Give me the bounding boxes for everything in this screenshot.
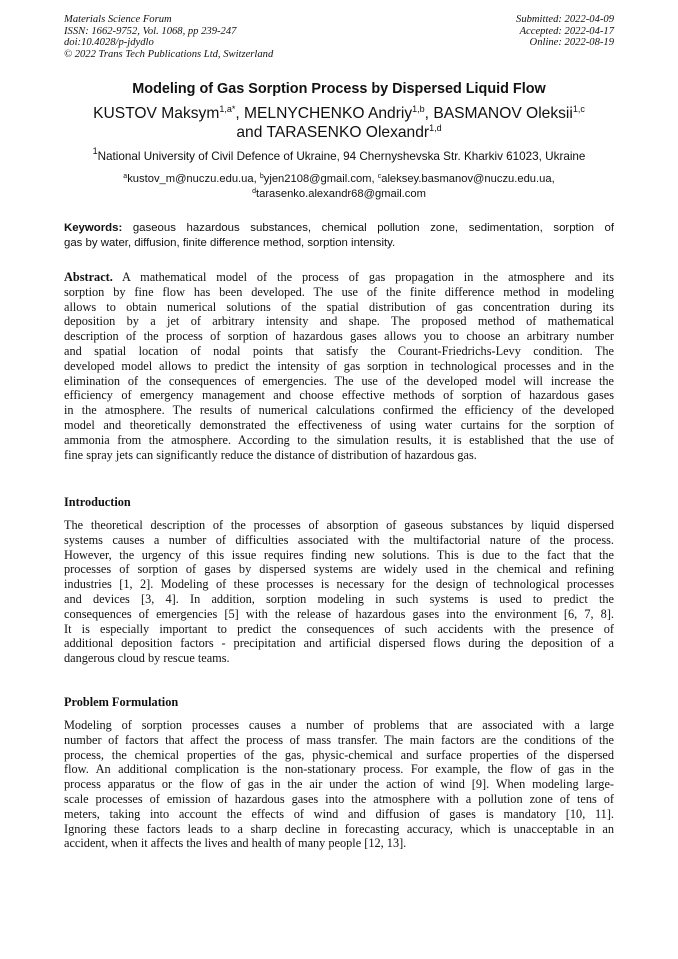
problem-line: number of factors that affect the process of mass transfer. The main factors are the conditions of the bbox=[64, 732, 614, 747]
abstract-line: developed model allows to predict the intensity of gas sorption in technological processes and in the bbox=[64, 358, 614, 373]
author-list bbox=[50, 104, 628, 142]
email-sup: b bbox=[259, 173, 264, 180]
email-sup: c bbox=[377, 173, 382, 180]
email-line-2 bbox=[40, 187, 638, 202]
publication-dates bbox=[516, 14, 614, 49]
email-link[interactable]: aleksey.basmanov@nuczu.edu.ua bbox=[381, 173, 552, 185]
keywords-text: gaseous hazardous substances, chemical pollution zone, sedimentation, sorption of bbox=[122, 222, 614, 234]
journal-copyright: © 2022 Trans Tech Publications Ltd, Switzerland bbox=[64, 48, 274, 60]
problem-line: flow. An additional complication is the non-stationary process. For example, the flow of gas in the bbox=[64, 762, 614, 777]
abstract-line: ammonia from the atmosphere. According to the simulation results, it is established that the use of bbox=[64, 432, 614, 447]
intro-line: and devices [3, 4]. In addition, sorption modeling in such systems is used to predict the bbox=[64, 591, 614, 606]
keywords-block bbox=[64, 221, 614, 250]
intro-line: additional deposition factors - precipitation and artificial dispersed flows during the deposition of a bbox=[64, 636, 614, 651]
author-separator: , bbox=[235, 105, 245, 122]
keywords-label: Keywords: bbox=[64, 222, 123, 234]
journal-info bbox=[64, 14, 273, 60]
author-separator: , bbox=[424, 105, 434, 122]
intro-line: It is especially important to predict the consequences of such accidents with the presence of bbox=[64, 621, 614, 636]
email-link[interactable]: yjen2108@gmail.com bbox=[263, 173, 372, 185]
intro-line: However, the urgency of this issue requires finding new solutions. This is due to the fact that the bbox=[64, 547, 614, 562]
abstract-line: fine spray jets can significantly reduce the distance of distribution of hazardous gas. bbox=[64, 447, 477, 462]
author-affil-sup: 1,a* bbox=[219, 104, 236, 114]
author-line-1 bbox=[50, 104, 628, 123]
affiliation-sup: 1 bbox=[92, 146, 98, 156]
date-online: Online: 2022-08-19 bbox=[529, 37, 614, 48]
author-affil-sup: 1,c bbox=[572, 104, 585, 114]
author-name: MELNYCHENKO Andriy bbox=[244, 105, 413, 122]
date-submitted: Submitted: 2022-04-09 bbox=[516, 14, 614, 25]
abstract-line: model and theoretically demonstrated the effectiveness of using water curtains for the sorption of bbox=[64, 417, 614, 432]
abstract-line: efficiency of emergency management and choose effective methods of sorption of hazardous gases bbox=[64, 388, 614, 403]
abstract-line: description of the process of sorption of hazardous gases allows you to choose an arbitrary number bbox=[64, 329, 614, 344]
affiliation-text: National University of Civil Defence of Ukraine, 94 Chernyshevska Str. Kharkiv 61023, Ukraine bbox=[97, 150, 586, 163]
author-affil-sup: 1,d bbox=[429, 123, 442, 133]
author-emails bbox=[40, 172, 638, 202]
author-line-2 bbox=[50, 123, 628, 142]
keywords-line bbox=[64, 221, 614, 236]
intro-line: consequences of emergencies [5] with the release of hazardous gases into the environment [6, 7, 8]. bbox=[64, 606, 614, 621]
author-name: TARASENKO Olexandr bbox=[266, 124, 430, 141]
problem-line: scale processes of emission of hazardous gases into the atmosphere with a pollution zone of tens of bbox=[64, 791, 614, 806]
abstract-line: in the atmosphere. The results of numerical calculations confirmed the efficiency of the developed bbox=[64, 403, 614, 418]
abstract-label: Abstract. bbox=[64, 270, 113, 284]
author-name: KUSTOV Maksym bbox=[93, 105, 220, 122]
problem-line: Modeling of sorption processes causes a number of problems that are associated with a large bbox=[64, 718, 614, 732]
email-link[interactable]: kustov_m@nuczu.edu.ua bbox=[127, 173, 254, 185]
abstract-text: A mathematical model of the process of gas propagation in the atmosphere and its bbox=[112, 270, 614, 284]
abstract-line bbox=[64, 270, 614, 285]
email-link[interactable]: tarasenko.alexandr68@gmail.com bbox=[255, 188, 426, 200]
abstract-line: allows to obtain numerical solutions of the spatial distribution of gas concentration during its bbox=[64, 299, 614, 314]
affiliation bbox=[30, 146, 648, 164]
intro-line: industries [1, 2]. Modeling of these processes is necessary for the design of technological processes bbox=[64, 577, 614, 592]
journal-doi[interactable]: doi:10.4028/p-jdydlo bbox=[64, 37, 154, 48]
abstract-line: deposition by a jet of arbitrary intensity and shape. The proposed method of mathematical bbox=[64, 314, 614, 329]
email-sup: a bbox=[123, 173, 128, 180]
intro-line: systems causes a number of difficulties associated with the multifactorial nature of the process. bbox=[64, 532, 614, 547]
problem-line: process apparatus or the flow of gas in the air under the action of wind [9]. When modeling large- bbox=[64, 777, 614, 792]
author-name: BASMANOV Oleksii bbox=[433, 105, 573, 122]
abstract-line: sorption by fine flow has been developed. The use of the finite difference method in modeling bbox=[64, 284, 614, 299]
email-sup: d bbox=[252, 188, 256, 195]
introduction-paragraph bbox=[64, 518, 614, 666]
abstract-paragraph bbox=[64, 270, 614, 462]
author-affil-sup: 1,b bbox=[412, 104, 425, 114]
keywords-line: gas by water, diffusion, finite difference method, sorption intensity. bbox=[64, 236, 396, 249]
problem-line: accident, when it affects the lives and health of many people [12, 13]. bbox=[64, 836, 407, 851]
abstract-line: elimination of the consequences of emergencies. The use of the developed model will increase the bbox=[64, 373, 614, 388]
problem-line: process, the chemical properties of the gas, physic-chemical and surface properties of the dispersed bbox=[64, 747, 614, 762]
problem-formulation-paragraph bbox=[64, 718, 614, 851]
problem-line: Ignoring these factors leads to a sharp decline in forecasting accuracy, which is unacceptable in an bbox=[64, 821, 614, 836]
email-line-1: $^a$kustov_m@nuczu.edu.ua, $^b$yjen2108@gmail.com, $^c$aleksey.basmanov@nuczu.edu.ua, bbox=[123, 173, 555, 185]
problem-line: meters, taking into account the effects of wind and diffusion of gases is mandatory [10, 11]. bbox=[64, 806, 614, 821]
abstract-line: and spatial location of nodal points that satisfy the Courant-Friedrichs-Levy condition. The bbox=[64, 343, 614, 358]
section-heading-introduction: Introduction bbox=[64, 495, 131, 509]
author-conjunction: and bbox=[236, 124, 267, 141]
intro-line: processes of sorption of gases by dispersed systems are widely used in the chemical and refining bbox=[64, 562, 614, 577]
journal-name: Materials Science Forum bbox=[64, 14, 172, 25]
intro-line: The theoretical description of the processes of absorption of gaseous substances by liquid dispersed bbox=[64, 518, 614, 532]
section-heading-problem-formulation: Problem Formulation bbox=[64, 695, 179, 709]
paper-title: Modeling of Gas Sorption Process by Dispersed Liquid Flow bbox=[132, 81, 546, 97]
journal-issn: ISSN: 1662-9752, Vol. 1068, pp 239-247 bbox=[64, 25, 237, 37]
date-accepted: Accepted: 2022-04-17 bbox=[519, 25, 614, 37]
intro-line: dangerous cloud by rescue teams. bbox=[64, 651, 230, 666]
